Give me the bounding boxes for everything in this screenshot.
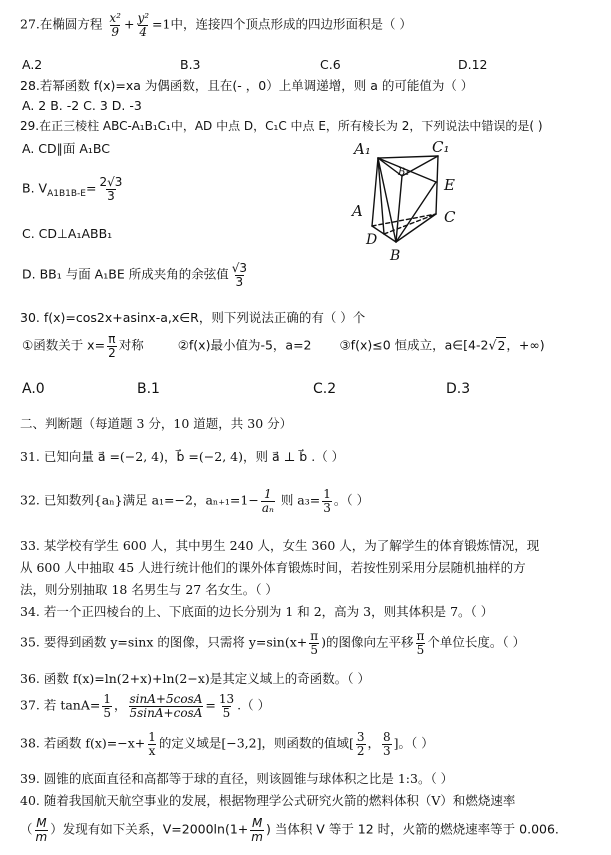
q32-mid: 则 a₃= [276,492,321,508]
q27-frac-x [108,12,122,38]
q37-eq: = [205,697,216,713]
q32-num1: 1 [264,487,272,501]
q37-num3: 13 [218,692,235,706]
q37-frac1 [102,693,112,719]
q27-frac-y [136,12,150,38]
q38-frac1 [147,731,157,757]
fig-label-b: B [390,248,401,264]
q32-prefix: 32. 已知数列{aₙ}满足 a₁=−2，aₙ₊₁=1− [20,492,259,508]
q38-frac3 [382,731,392,757]
q29-b-den: 3 [107,188,115,203]
q38-num1: 1 [148,730,156,744]
q37-frac2 [129,693,204,719]
q39: 39. 圆锥的底面直径和高都等于球的直径，则该圆锥与球体积之比是 1:3。（ ） [20,771,454,786]
q32-den2: 3 [323,500,331,515]
q33-line1: 33. 某学校有学生 600 人，其中男生 240 人，女生 360 人，为了解学生的体育锻炼情况，现 [20,538,540,553]
q30-s1-prefix: ①函数关于 x= [22,337,106,353]
q40-line2 [20,817,559,843]
q38-prefix: 38. 若函数 f(x)=−x+ [20,735,146,751]
q35-den1: 5 [310,642,318,657]
q35-suffix: 个单位长度。（ ） [427,634,526,650]
fig-label-a: A [352,202,363,220]
q35-frac1 [309,630,319,656]
q27-frac-y-den: 4 [139,24,148,39]
q27-option-b: B.3 [180,57,201,72]
q30-s2: ②f(x)最小值为-5，a=2 [177,337,312,353]
q31: 31. 已知向量 a⃗ =(−2, 4)，b⃗ =(−2, 4)，则 a⃗ ⊥ b⃗ .（ ） [20,449,345,464]
q40-mid: ）发现有如下关系，V=2000ln(1+ [50,821,249,837]
q30-option-d: D.3 [446,381,471,397]
fig-label-d: D [366,232,378,248]
q27-rhs: =1中，连接四个顶点形成的四边形面积是（ ） [152,16,412,32]
prism-edge-be [396,182,436,242]
q32-frac2 [322,488,332,514]
q29-option-c: C. CD⊥A₁ABB₁ [22,226,113,241]
q35-num2: π [416,629,425,643]
q35-num1: π [310,629,319,643]
q33-line2: 从 600 人中抽取 45 人进行统计他们的课外体育锻炼时间，若按性别采用分层随机抽样的方 [20,560,526,575]
fig-label-c: C [444,208,456,226]
q40-num1: M [36,816,47,830]
q27-option-a: A.2 [22,57,43,72]
q40-suffix: ) 当体积 V 等于 12 时，火箭的燃烧速率等于 0.006. [265,821,559,837]
q38-num3: 8 [383,730,391,744]
q37-comma: ， [114,697,127,713]
q35-prefix: 35. 要得到函数 y=sinx 的图像，只需将 y=sin(x+ [20,634,308,650]
q30-option-c: C.2 [313,381,337,397]
q33-line3: 法，则分别抽取 18 名男生与 27 名女生。（ ） [20,582,278,597]
q38-den3: 3 [383,743,391,758]
q30-s1-den: 2 [108,345,116,360]
q32-frac1 [261,488,275,514]
q37-frac3 [218,693,235,719]
fig-label-a1: A₁ [354,140,371,158]
q30-stem: 30. f(x)=cos2x+asinx-a,x∈R，则下列说法正确的有（ ）个 [20,310,366,325]
q30-option-b: B.1 [137,381,160,397]
q29-b-eq: = [85,180,97,196]
q29-b-sub: A1B1B-E [47,189,86,200]
q29-d-frac [231,262,248,288]
q27-plus: + [123,16,135,32]
q29-b-prefix: B. V [22,180,48,196]
q29-b-num: 2√3 [99,175,123,189]
fig-label-e: E [444,176,455,194]
fig-label-c1: C₁ [432,138,450,156]
q32-suffix: 。（ ） [333,492,370,508]
q30-s3-sqrt: 2 [497,337,506,353]
q34: 34. 若一个正四棱台的上、下底面的边长分别为 1 和 2，高为 3，则其体积是 7。（ ） [20,604,494,619]
q38 [20,731,434,757]
q36: 36. 函数 f(x)=ln(2+x)+ln(2−x)是其定义域上的奇函数。（ ） [20,671,370,686]
q40-num2: M [251,816,263,830]
prism-figure [340,138,490,264]
q30-s1-suffix: 对称 [118,337,144,353]
q29-d-den: 3 [235,274,244,289]
q35 [20,630,525,656]
q40-frac1 [35,817,49,843]
q32-num2: 1 [323,487,331,501]
q35-den2: 5 [416,642,425,657]
q28-stem: 28.若幂函数 f(x)=xa 为偶函数，且在(- ，0）上单调递增，则 a 的可能值为（ ） [20,78,474,93]
q38-frac2 [356,731,366,757]
q29-b-frac [98,176,123,202]
q27-frac-x-num: x² [109,11,121,25]
q38-mid: 的定义域是[−3,2]，则函数的值域[ [158,735,354,751]
q37-den2: 5sinA+cosA [129,705,203,720]
q38-num2: 3 [356,730,365,744]
prism-edge-a1c1 [378,156,438,158]
q29-d-num: √3 [231,261,247,275]
prism-edge-a1a [372,158,378,226]
prism-edge-b1b [396,176,402,242]
q30-option-a: A.0 [22,381,45,397]
q38-suffix: ]。（ ） [393,735,434,751]
q40-open: （ [20,821,33,837]
q27-option-c: C.6 [320,57,341,72]
q35-mid: )的图像向左平移 [321,634,414,650]
q29-d-prefix: D. BB₁ 与面 A₁BE 所成夹角的余弦值 [22,266,229,282]
q30-s3-prefix: ③f(x)≤0 恒成立，a∈[4-2 [339,337,489,353]
section-2-heading: 二、判断题（每道题 3 分，10 道题，共 30 分） [20,416,293,431]
q40-frac2 [250,817,264,843]
q37 [20,693,270,719]
prism-edge-c1c [436,156,438,214]
q37-suffix: .（ ） [237,697,271,713]
q35-frac2 [416,630,426,656]
q30-s1-frac [107,333,117,359]
q38-den1: x [148,743,156,758]
q27-frac-x-den: 9 [111,24,119,39]
q40-den2: m [251,829,263,844]
q27-frac-y-num: y² [137,11,150,25]
q32 [20,488,369,514]
q32-den1: aₙ [261,500,274,515]
q30-statements: ①函数关于 x= $\frac{\pi}{2}$ 对称 ②f(x)最小值为-5，a=2 ③f(x)≤0 恒成立，a∈[4-2√2，+∞) [22,332,545,360]
q37-num1: 1 [103,692,111,706]
q29-option-a: A. CD∥面 A₁BC [22,141,111,156]
q27-prefix: 27.在椭圆方程 [20,16,103,32]
q37-den1: 5 [103,705,111,720]
q30-s3-suffix: ，+∞) [506,337,545,353]
q40-line1: 40. 随着我国航天航空事业的发展，根据物理学公式研究火箭的燃料体积（V）和燃烧速率 [20,793,516,808]
q37-num2: sinA+5cosA [129,692,203,706]
q28-options: A. 2 B. -2 C. 3 D. -3 [22,98,142,113]
q37-prefix: 37. 若 tanA= [20,697,101,713]
q38-den2: 2 [356,743,365,758]
q40-den1: m [35,829,48,844]
q29-option-b [22,176,125,202]
q29-stem: 29.在正三棱柱 ABC-A₁B₁C₁中，AD 中点 D，C₁C 中点 E，所有棱长为 2，下列说法中错误的是( ) [20,119,543,133]
q29-option-d [22,262,250,288]
q30-s1-num: π [108,332,116,346]
q38-comma: ， [367,735,381,751]
q27-option-d: D.12 [458,57,488,72]
q27-stem [20,12,412,38]
q37-den3: 5 [222,705,231,720]
fig-label-b1: B₁ [398,167,410,178]
